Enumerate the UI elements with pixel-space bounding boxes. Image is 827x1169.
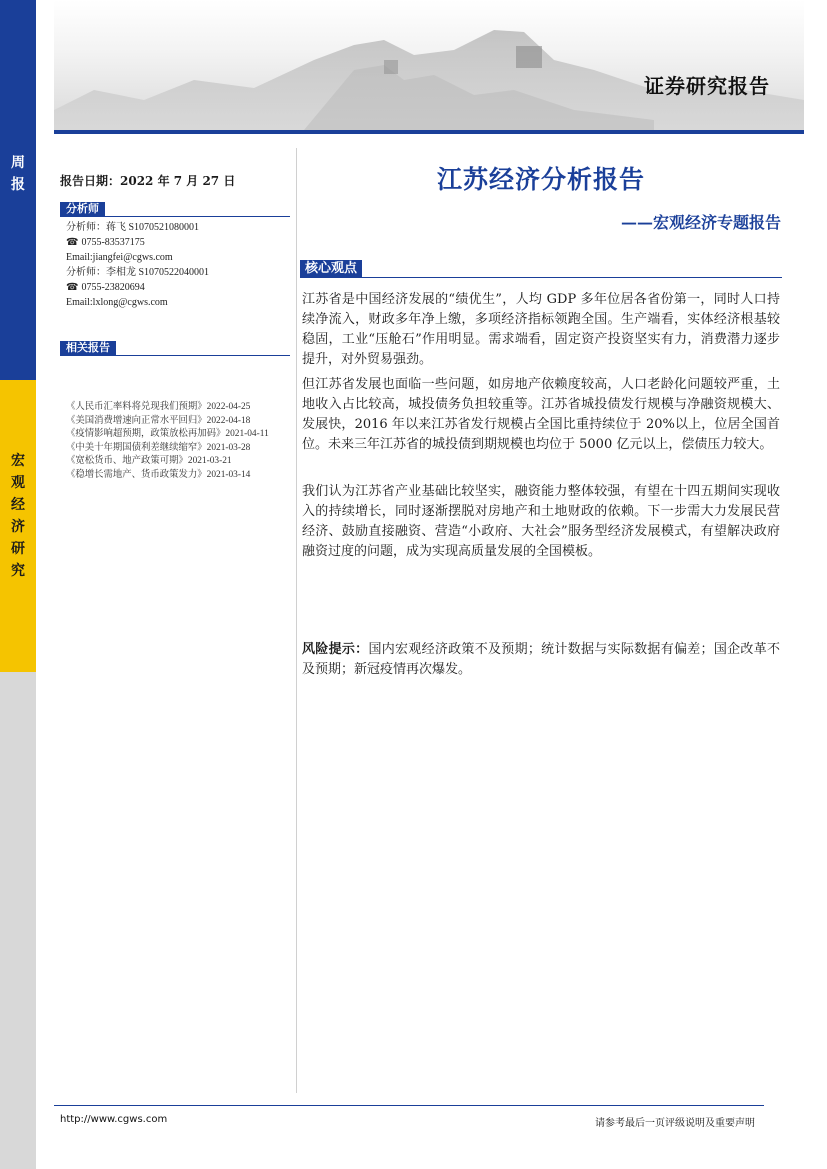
sidebar-char: 报 xyxy=(11,177,25,193)
phone-icon: ☎ xyxy=(66,282,79,293)
related-reports-rule xyxy=(60,355,290,356)
core-views-tab: 核心观点 xyxy=(300,260,362,277)
sidebar-char: 研 xyxy=(11,541,25,557)
risk-text: 国内宏观经济政策不及预期；统计数据与实际数据有偏差；国企改革不及预期；新冠疫情再次爆发。 xyxy=(302,642,780,677)
sidebar-char: 济 xyxy=(11,519,25,535)
analyst-email: Email:lxlong@cgws.com xyxy=(66,297,168,308)
sidebar-gray-band xyxy=(0,672,36,1169)
sidebar-char: 经 xyxy=(11,497,25,513)
footer-url-link[interactable]: http://www.cgws.com xyxy=(60,1114,168,1125)
risk-label: 风险提示： xyxy=(302,642,369,657)
analyst-info xyxy=(66,220,292,310)
header-banner xyxy=(54,0,804,130)
sidebar-macro-label xyxy=(0,450,36,582)
footer-disclaimer-note: 请参考最后一页评级说明及重要声明 xyxy=(595,1118,755,1129)
phone-number: 0755-23820694 xyxy=(81,282,145,293)
sidebar-char: 观 xyxy=(11,475,25,491)
report-subtitle: ——宏观经济专题报告 xyxy=(620,213,781,232)
related-report-item: 《美国消费增速向正常水平回归》2022-04-18 xyxy=(66,415,251,426)
core-views-rule xyxy=(300,277,782,278)
column-divider xyxy=(296,148,297,1093)
related-report-item: 《宽松货币、地产政策可期》2021-03-21 xyxy=(66,456,232,467)
analyst-phone xyxy=(66,280,292,295)
related-reports-tab: 相关报告 xyxy=(60,341,116,355)
phone-number: 0755-83537175 xyxy=(81,237,145,248)
great-wall-mountain-image xyxy=(54,0,804,130)
sidebar-char: 周 xyxy=(11,155,25,171)
analyst-email: Email:jiangfei@cgws.com xyxy=(66,252,173,263)
core-paragraph: 但江苏省发展也面临一些问题，如房地产依赖度较高，人口老龄化问题较严重，土地收入占比较高，城投债务负担较重等。江苏省城投债发行规模与净融资规模大、发展快，2016 年以来江苏省发行规模占全国比重持续位于 20%以上，位居全国首位。未来三年江苏省的城投债到期规模也均位于 5000 亿元以上，偿债压力较大。 xyxy=(302,377,780,452)
analyst-phone xyxy=(66,235,292,250)
report-date: 报告日期：2022 年 7 月 27 日 xyxy=(60,174,236,188)
sidebar-weekly-label xyxy=(0,152,36,196)
sidebar-char: 宏 xyxy=(11,453,25,469)
analyst-section-rule xyxy=(60,216,290,217)
header-rule xyxy=(54,130,804,134)
analyst-section-tab: 分析师 xyxy=(60,202,105,216)
core-paragraph: 我们认为江苏省产业基础比较坚实，融资能力整体较强，有望在十四五期间实现收入的持续增长，同时逐渐摆脱对房地产和土地财政的依赖。下一步需大力发展民营经济、鼓励直接融资、营造“小政府、大社会”服务型经济发展模式，有望解决政府融资过度的问题，成为实现高质量发展的全国模板。 xyxy=(302,484,780,559)
analyst-name: 分析师：蒋飞 S1070521080001 xyxy=(66,222,200,233)
banner-title: 证券研究报告 xyxy=(644,74,770,98)
related-report-item: 《疫情影响超预期，政策放松再加码》2021-04-11 xyxy=(66,429,269,440)
report-title: 江苏经济分析报告 xyxy=(436,165,645,194)
sidebar-char: 究 xyxy=(11,563,25,579)
related-report-item: 《中美十年期国债利差继续缩窄》2021-03-28 xyxy=(66,442,251,453)
related-reports-list xyxy=(66,401,284,483)
core-paragraph: 江苏省是中国经济发展的“绩优生”，人均 GDP 多年位居各省份第一，同时人口持续净流入，财政多年净上缴，多项经济指标领跑全国。生产端看，实体经济根基较稳固，工业“压舱石”作用明显。需求端看，固定资产投资坚实有力，消费潜力逐步提升，对外贸易强劲。 xyxy=(302,292,780,367)
related-report-item: 《人民币汇率料将兑现我们预期》2022-04-25 xyxy=(66,402,251,412)
related-report-item: 《稳增长需地产、货币政策发力》2021-03-14 xyxy=(66,469,251,480)
risk-warning xyxy=(302,640,780,680)
phone-icon: ☎ xyxy=(66,237,79,248)
analyst-name: 分析师：李相龙 S1070522040001 xyxy=(66,267,210,278)
footer-rule xyxy=(54,1105,764,1106)
